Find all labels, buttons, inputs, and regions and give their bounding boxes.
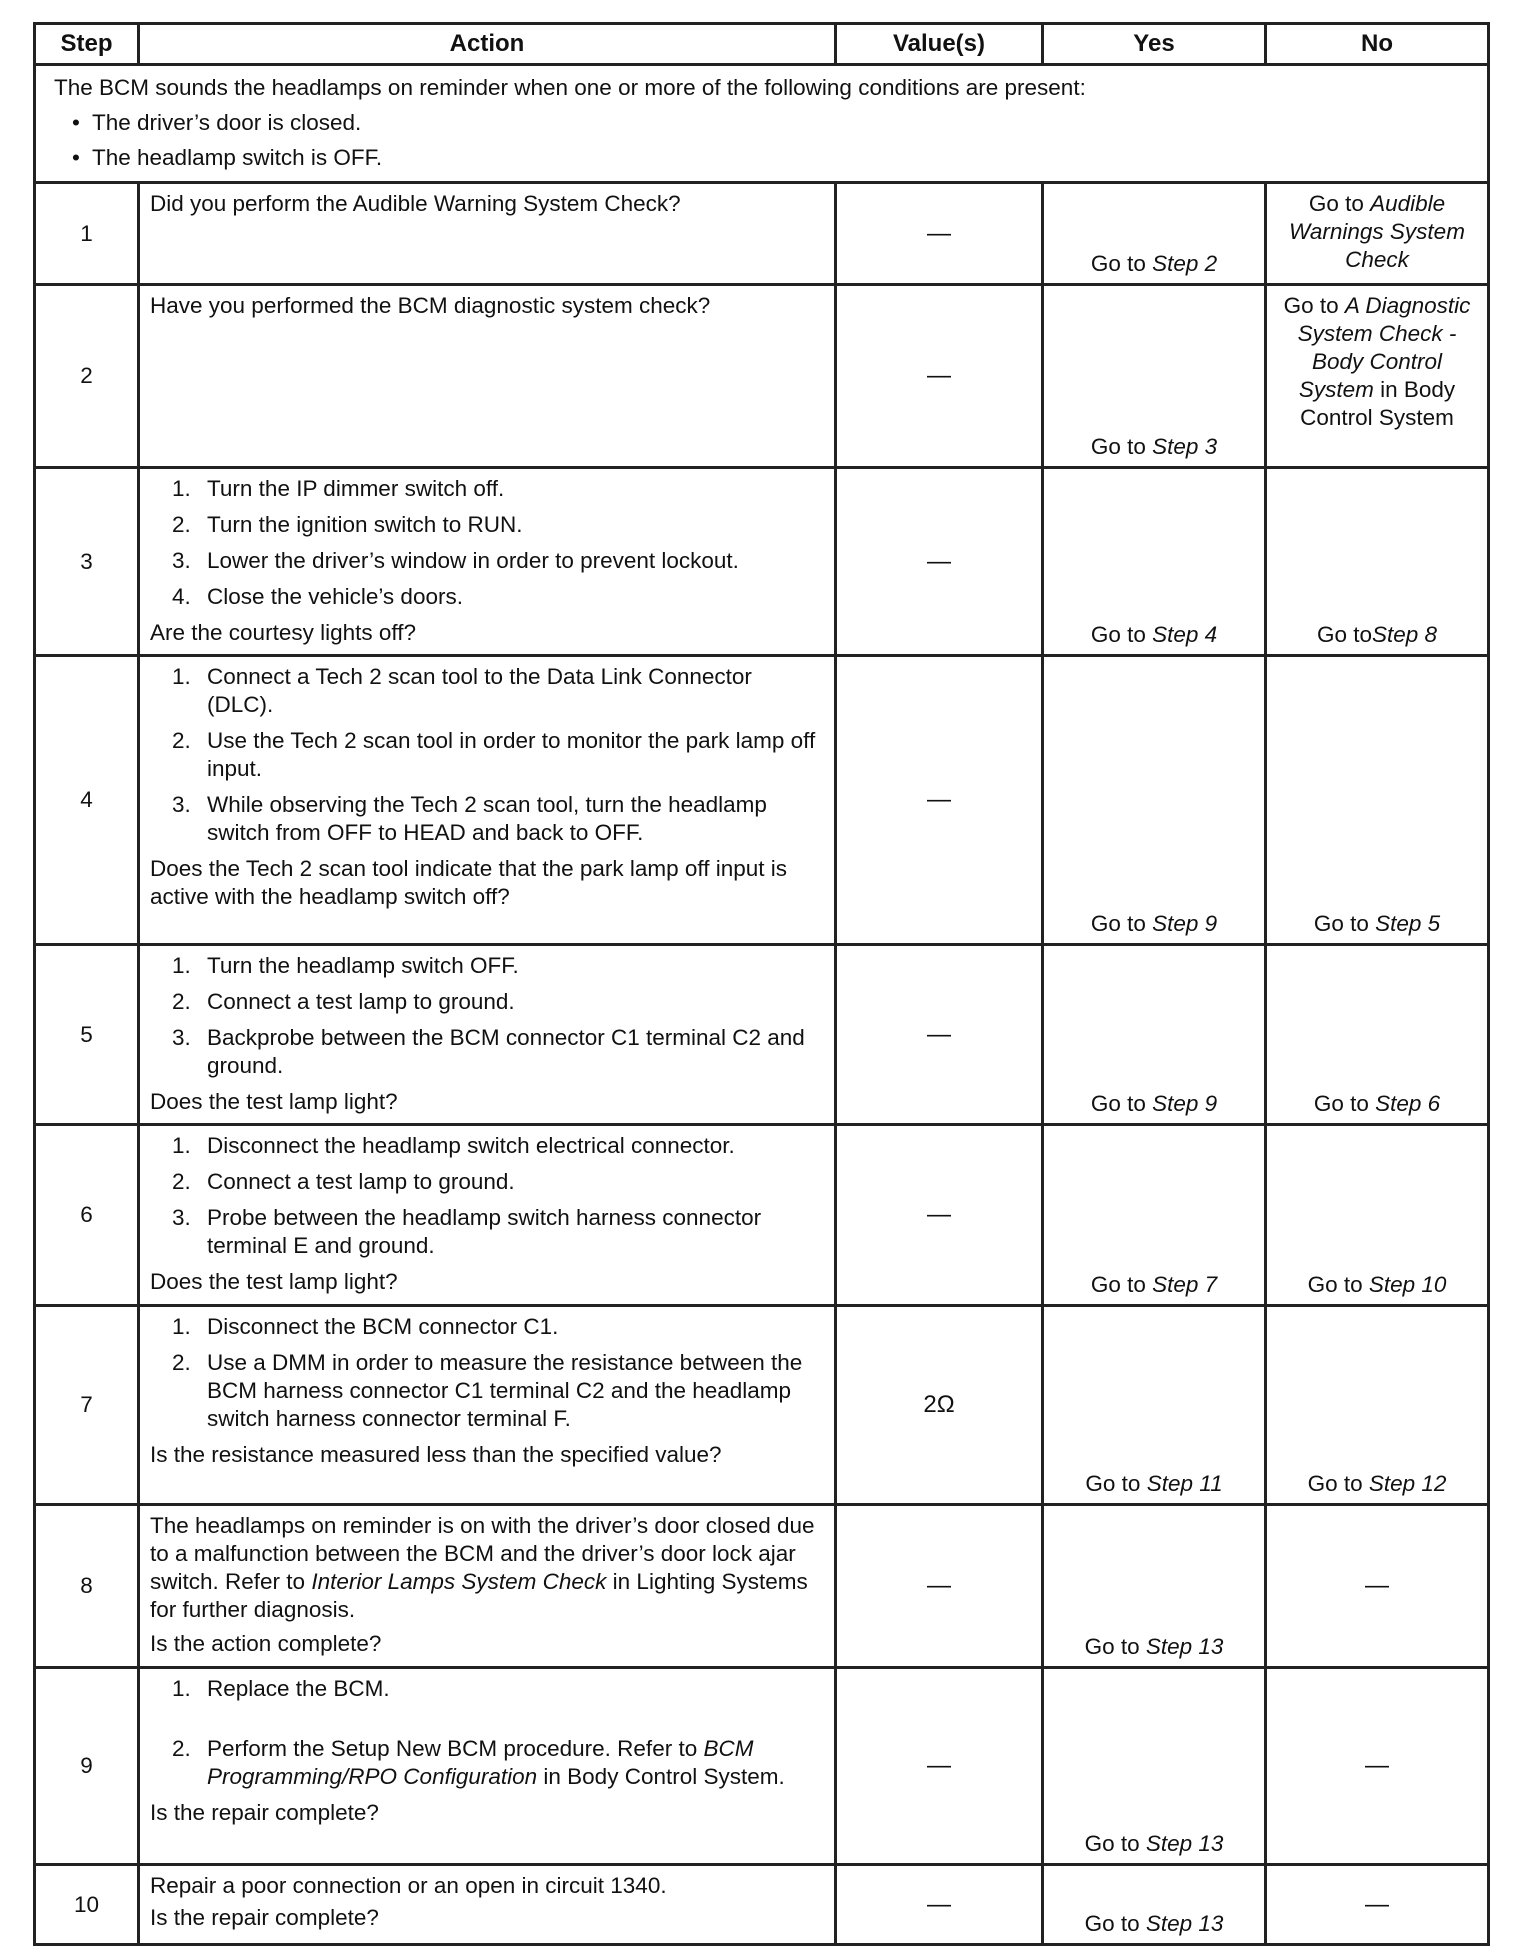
intro-cell (35, 65, 1489, 183)
no-step-link[interactable]: Step 5 (1375, 911, 1441, 936)
intro-bullet (54, 140, 1477, 175)
value-cell: — (836, 468, 1043, 656)
table-row (35, 1505, 1489, 1668)
action-item: 2. Connect a test lamp to ground. (172, 1169, 515, 1194)
value-cell: — (836, 945, 1043, 1125)
action-item: 2. Connect a test lamp to ground. (172, 989, 515, 1014)
step-number: 8 (35, 1505, 139, 1668)
action-item-text: Turn the headlamp switch OFF. (207, 953, 519, 978)
action-item-text: Backprobe between the BCM connector C1 terminal C2 and ground. (207, 1025, 805, 1078)
reference-link[interactable]: BCM Programming/RPO Configuration (207, 1736, 754, 1789)
no-reference-link[interactable]: A Diagnostic System Check - Body Control System (1297, 293, 1471, 402)
action-item-text: Lower the driver’s window in order to prevent lockout. (207, 548, 739, 573)
yes-step-link[interactable]: Step 4 (1152, 622, 1218, 647)
action-item: 3. Backprobe between the BCM connector C1 terminal C2 and ground. (172, 1025, 805, 1078)
go-to-text: Go to (1090, 251, 1146, 276)
header-no: No (1266, 24, 1489, 65)
action-item: 4. Close the vehicle’s doors. (172, 584, 463, 609)
action-item: 1. Turn the headlamp switch OFF. (172, 953, 519, 978)
action-item: 2. Perform the Setup New BCM procedure. Refer to BCM Programming/RPO Configuration in Body Control System. (172, 1736, 785, 1789)
no-cell (1266, 1306, 1489, 1505)
no-text: Go to (1316, 622, 1372, 647)
action-cell (139, 1668, 836, 1865)
value-cell: — (836, 656, 1043, 945)
action-item: 3. Probe between the headlamp switch harness connector terminal E and ground. (172, 1205, 762, 1258)
action-item: 3. Lower the driver’s window in order to prevent lockout. (172, 548, 739, 573)
yes-cell (1043, 285, 1266, 468)
no-cell: — (1266, 1865, 1489, 1945)
no-cell: — (1266, 1505, 1489, 1668)
no-reference-link[interactable]: Audible Warnings System Check (1289, 191, 1465, 272)
no-text: Go to (1283, 293, 1345, 318)
yes-cell (1043, 1125, 1266, 1306)
action-item: 1. Replace the BCM. (172, 1676, 390, 1701)
intro-row (35, 65, 1489, 183)
go-to-text: Go to (1307, 1471, 1363, 1496)
header-step: Step (35, 24, 139, 65)
action-item-text: Disconnect the BCM connector C1. (207, 1314, 559, 1339)
action-paragraph (150, 1512, 824, 1624)
step-number: 1 (35, 183, 139, 285)
no-step-link[interactable]: Step 8 (1371, 622, 1438, 647)
action-item-text: Perform the Setup New BCM procedure. Refer to (207, 1736, 704, 1761)
value-cell: — (836, 183, 1043, 285)
yes-step-link[interactable]: Step 13 (1145, 1831, 1224, 1856)
yes-step-link[interactable]: Step 13 (1145, 1911, 1224, 1936)
header-row (35, 24, 1489, 65)
step-number: 9 (35, 1668, 139, 1865)
action-text: in Lighting Systems for further diagnosis. (150, 1569, 808, 1622)
action-cell (139, 945, 836, 1125)
yes-cell (1043, 945, 1266, 1125)
yes-cell (1043, 656, 1266, 945)
action-question: Are the courtesy lights off? (150, 620, 416, 645)
step-number: 3 (35, 468, 139, 656)
go-to-text: Go to (1084, 1634, 1140, 1659)
yes-step-link[interactable]: Step 2 (1152, 251, 1218, 276)
intro-bullet-text: The headlamp switch is OFF. (92, 145, 383, 170)
action-cell (139, 285, 836, 468)
go-to-text: Go to (1090, 911, 1146, 936)
header-values: Value(s) (836, 24, 1043, 65)
yes-cell (1043, 468, 1266, 656)
intro-bullet (54, 105, 1477, 140)
go-to-text: Go to (1307, 1272, 1363, 1297)
bullet-glyph: • (72, 110, 80, 135)
action-question: Is the repair complete? (150, 1905, 379, 1930)
go-to-text: Go to (1090, 1272, 1146, 1297)
action-question: Does the test lamp light? (150, 1089, 398, 1114)
table-row (35, 1668, 1489, 1865)
yes-cell (1043, 183, 1266, 285)
yes-step-link[interactable]: Step 3 (1152, 434, 1218, 459)
value-cell: 2Ω (836, 1306, 1043, 1505)
go-to-text: Go to (1090, 622, 1146, 647)
value-cell: — (836, 1505, 1043, 1668)
yes-step-link[interactable]: Step 11 (1146, 1471, 1223, 1496)
action-cell (139, 1505, 836, 1668)
action-item-text: Turn the IP dimmer switch off. (207, 476, 505, 501)
header-yes: Yes (1043, 24, 1266, 65)
no-cell (1266, 1125, 1489, 1306)
action-item-text: Probe between the headlamp switch harness connector terminal E and ground. (207, 1205, 762, 1258)
no-text: in Body Control System (1300, 377, 1456, 430)
yes-step-link[interactable]: Step 7 (1152, 1272, 1218, 1297)
action-item: 2. Use a DMM in order to measure the resistance between the BCM harness connector C1 terminal C2 and the headlamp switch harness connector terminal F. (172, 1350, 803, 1431)
no-text: Go to (1308, 191, 1371, 216)
step-number: 10 (35, 1865, 139, 1945)
action-item: 1. Connect a Tech 2 scan tool to the Data Link Connector (DLC). (172, 664, 752, 717)
table-row (35, 1865, 1489, 1945)
yes-cell (1043, 1306, 1266, 1505)
go-to-text: Go to (1090, 1091, 1146, 1116)
step-number: 4 (35, 656, 139, 945)
no-step-link[interactable]: Step 10 (1368, 1272, 1447, 1297)
go-to-text: Go to (1084, 1911, 1140, 1936)
action-cell (139, 1865, 836, 1945)
action-item: 1. Disconnect the headlamp switch electrical connector. (172, 1133, 735, 1158)
action-item: 1. Disconnect the BCM connector C1. (172, 1314, 559, 1339)
intro-text: The BCM sounds the headlamps on reminder when one or more of the following conditions are present: (54, 75, 1086, 100)
no-cell (1266, 468, 1489, 656)
diagnostic-table (33, 22, 1490, 1946)
action-item-text: Connect a test lamp to ground. (207, 989, 515, 1014)
no-cell (1266, 285, 1489, 468)
go-to-text: Go to (1313, 911, 1369, 936)
action-question: Does the test lamp light? (150, 1269, 398, 1294)
action-question: Is the resistance measured less than the specified value? (150, 1442, 722, 1467)
value-cell: — (836, 285, 1043, 468)
yes-step-link[interactable]: Step 9 (1152, 911, 1218, 936)
step-number: 5 (35, 945, 139, 1125)
action-item-text: Use a DMM in order to measure the resistance between the BCM harness connector C1 terminal C2 and the headlamp switch harness connector terminal F. (207, 1350, 803, 1431)
yes-cell (1043, 1505, 1266, 1668)
reference-link[interactable]: Interior Lamps System Check (311, 1569, 607, 1594)
yes-step-link[interactable]: Step 9 (1152, 1091, 1218, 1116)
step-number: 2 (35, 285, 139, 468)
action-cell (139, 656, 836, 945)
step-number: 6 (35, 1125, 139, 1306)
yes-cell (1043, 1865, 1266, 1945)
no-cell (1266, 656, 1489, 945)
table-row (35, 183, 1489, 285)
action-cell (139, 1306, 836, 1505)
action-item-text: While observing the Tech 2 scan tool, turn the headlamp switch from OFF to HEAD and back to OFF. (207, 792, 767, 845)
action-cell (139, 1125, 836, 1306)
action-item-text: in Body Control System. (537, 1764, 785, 1789)
action-item: 2. Turn the ignition switch to RUN. (172, 512, 523, 537)
yes-cell (1043, 1668, 1266, 1865)
no-cell: — (1266, 1668, 1489, 1865)
action-item-text: Connect a Tech 2 scan tool to the Data Link Connector (DLC). (207, 664, 752, 717)
value-cell: — (836, 1125, 1043, 1306)
table-row (35, 656, 1489, 945)
action-paragraph: Repair a poor connection or an open in circuit 1340. (150, 1873, 667, 1898)
table-row (35, 1125, 1489, 1306)
action-item-text: Turn the ignition switch to RUN. (207, 512, 523, 537)
no-cell (1266, 183, 1489, 285)
action-question: Have you performed the BCM diagnostic system check? (150, 293, 711, 318)
table-row (35, 285, 1489, 468)
action-item-text: Close the vehicle’s doors. (207, 584, 463, 609)
action-item: 2. Use the Tech 2 scan tool in order to monitor the park lamp off input. (172, 728, 816, 781)
table-row (35, 945, 1489, 1125)
go-to-text: Go to (1090, 434, 1146, 459)
bullet-glyph: • (72, 145, 80, 170)
action-item: 1. Turn the IP dimmer switch off. (172, 476, 505, 501)
action-item-text: Use the Tech 2 scan tool in order to monitor the park lamp off input. (207, 728, 816, 781)
action-question: Did you perform the Audible Warning System Check? (150, 191, 681, 216)
action-question: Is the repair complete? (150, 1800, 379, 1825)
go-to-text: Go to (1313, 1091, 1369, 1116)
action-text: The headlamps on reminder is on with the driver’s door closed due to a malfunction between the BCM and the driver’s door lock ajar switch. Refer to (150, 1513, 815, 1594)
table-row (35, 468, 1489, 656)
table-row (35, 1306, 1489, 1505)
value-cell: — (836, 1865, 1043, 1945)
action-item-text: Replace the BCM. (207, 1676, 390, 1701)
action-item-text: Disconnect the headlamp switch electrical connector. (207, 1133, 735, 1158)
action-cell (139, 468, 836, 656)
no-step-link[interactable]: Step 12 (1368, 1471, 1447, 1496)
action-cell (139, 183, 836, 285)
action-question: Does the Tech 2 scan tool indicate that the park lamp off input is active with the headlamp switch off? (150, 856, 788, 909)
go-to-text: Go to (1085, 1471, 1141, 1496)
yes-step-link[interactable]: Step 13 (1145, 1634, 1224, 1659)
action-item-text: Connect a test lamp to ground. (207, 1169, 515, 1194)
step-number: 7 (35, 1306, 139, 1505)
go-to-text: Go to (1084, 1831, 1140, 1856)
no-step-link[interactable]: Step 6 (1375, 1091, 1441, 1116)
action-question: Is the action complete? (150, 1631, 382, 1656)
value-cell: — (836, 1668, 1043, 1865)
action-item: 3. While observing the Tech 2 scan tool, turn the headlamp switch from OFF to HEAD and back to OFF. (172, 792, 767, 845)
intro-bullet-text: The driver’s door is closed. (92, 110, 362, 135)
no-cell (1266, 945, 1489, 1125)
header-action: Action (139, 24, 836, 65)
